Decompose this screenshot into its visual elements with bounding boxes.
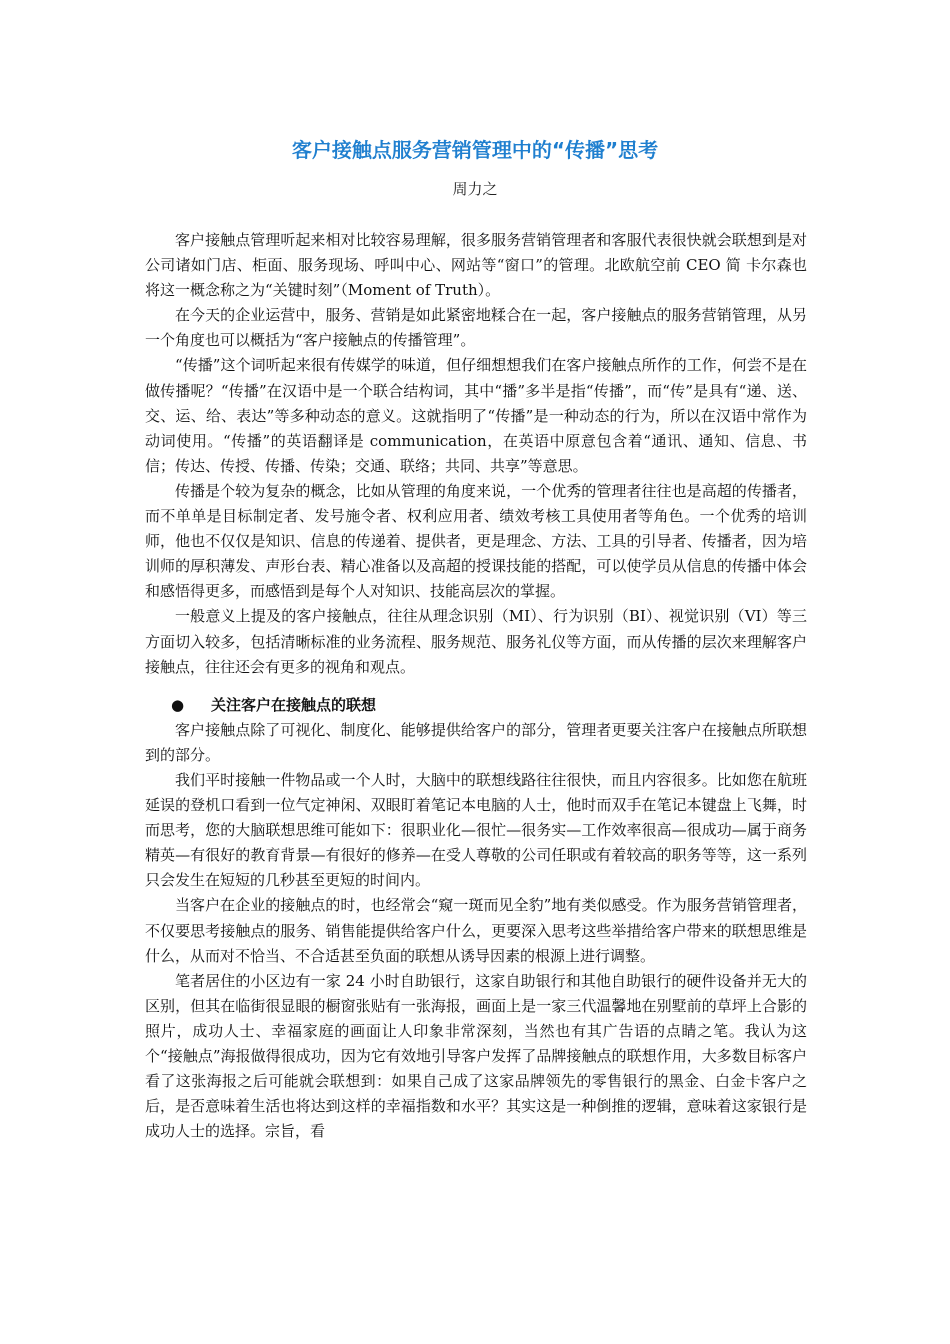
- paragraph: 客户接触点管理听起来相对比较容易理解，很多服务营销管理者和客服代表很快就会联想到是对公司诸如门店、柜面、服务现场、呼叫中心、网站等“窗口”的管理。北欧航空前 CEO 简 卡尔森也将这一概念称之为“关键时刻”（Moment of Truth）。: [145, 231, 807, 300]
- paragraph: 当客户在企业的接触点的时，也经常会“窥一斑而见全豹”地有类似感受。作为服务营销管理者，不仅要思考接触点的服务、销售能提供给客户什么，更要深入思考这些举措给客户带来的联想思维是什么，从而对不恰当、不合适甚至负面的联想从诱导因素的根源上进行调整。: [145, 896, 807, 965]
- section-heading-text: 关注客户在接触点的联想: [211, 695, 377, 714]
- document-title: 客户接触点服务营销管理中的“传播”思考: [291, 138, 659, 162]
- paragraph: 传播是个较为复杂的概念，比如从管理的角度来说，一个优秀的管理者往往也是高超的传播者，而不单单是目标制定者、发号施令者、权利应用者、绩效考核工具使用者等角色。一个优秀的培训师，他也不仅仅是知识、信息的传递着、提供者，更是理念、方法、工具的引导者、传播者，因为培训师的厚积薄发、声形台表、精心准备以及高超的授课技能的搭配，可以使学员从信息的传播中体会和感悟得更多，而感悟到是每个人对知识、技能高层次的掌握。: [145, 481, 807, 601]
- document-body: [145, 228, 807, 1144]
- paragraph: “传播”这个词听起来很有传媒学的味道，但仔细想想我们在客户接触点所作的工作，何尝不是在做传播呢？“传播”在汉语中是一个联合结构词，其中“播”多半是指“传播”，而“传”是具有“递、送、交、运、给、表达”等多种动态的意义。这就指明了“传播”是一种动态的行为，所以在汉语中常作为动词使用。“传播”的英语翻译是 communication，在英语中原意包含着“通讯、通知、信息、书信；传达、传授、传播、传染；交通、联络；共同、共享”等意思。: [145, 356, 807, 475]
- paragraph: 笔者居住的小区边有一家 24 小时自助银行，这家自助银行和其他自助银行的硬件设备并无大的区别，但其在临街很显眼的橱窗张贴有一张海报，画面上是一家三代温馨地在别墅前的草坪上合影的照片，成功人士、幸福家庭的画面让人印象非常深刻，当然也有其广告语的点睛之笔。我认为这个“接触点”海报做得很成功，因为它有效地引导客户发挥了品牌接触点的联想作用，大多数目标客户看了这张海报之后可能就会联想到：如果自己成了这家品牌领先的零售银行的黑金、白金卡客户之后，是否意味着生活也将达到这样的幸福指数和水平？其实这是一种倒推的逻辑，意味着这家银行是成功人士的选择。宗旨，看: [145, 971, 807, 1141]
- document-author: 周力之: [452, 180, 498, 198]
- paragraph: 我们平时接触一件物品或一个人时，大脑中的联想线路往往很快，而且内容很多。比如您在航班延误的登机口看到一位气定神闲、双眼盯着笔记本电脑的人士，他时而双手在笔记本键盘上飞舞，时而思考，您的大脑联想思维可能如下：很职业化—很忙—很务实—工作效率很高—很成功—属于商务精英—有很好的教育背景—有很好的修养—在受人尊敬的公司任职或有着较高的职务等等，这一系列只会发生在短短的几秒甚至更短的时间内。: [145, 770, 807, 890]
- bullet-icon: ●: [171, 695, 185, 714]
- paragraph: 在今天的企业运营中，服务、营销是如此紧密地糅合在一起，客户接触点的服务营销管理，从另一个角度也可以概括为“客户接触点的传播管理”。: [145, 306, 807, 350]
- paragraph: 一般意义上提及的客户接触点，往往从理念识别（MI）、行为识别（BI）、视觉识别（VI）等三方面切入较多，包括清晰标准的业务流程、服务规范、服务礼仪等方面，而从传播的层次来理解客户接触点，往往还会有更多的视角和观点。: [145, 607, 807, 676]
- paragraph: 客户接触点除了可视化、制度化、能够提供给客户的部分，管理者更要关注客户在接触点所联想到的部分。: [145, 720, 807, 764]
- section-heading: [145, 693, 807, 718]
